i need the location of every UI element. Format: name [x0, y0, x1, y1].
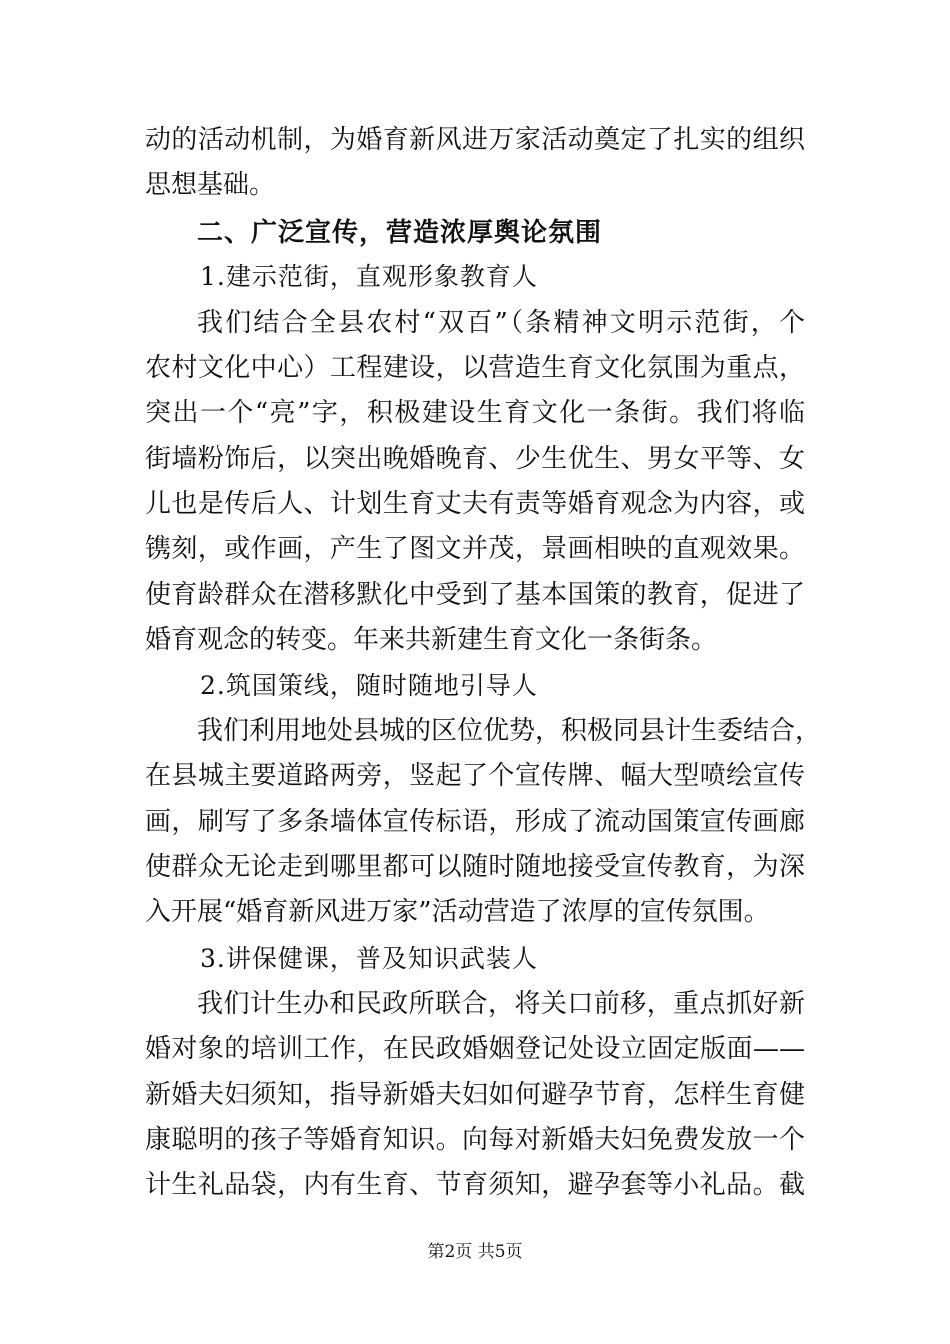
paragraph-line: 儿也是传后人、计划生育丈夫有责等婚育观念为内容，或: [145, 489, 805, 519]
paragraph-line: 我们计生办和民政所联合，将关口前移，重点抓好新: [197, 989, 805, 1019]
paragraph-line: 我们结合全县农村“双百”（条精神文明示范街，个: [197, 308, 805, 338]
paragraph-line: 动的活动机制，为婚育新风进万家活动奠定了扎实的组织: [145, 125, 805, 155]
paragraph-line: 使群众无论走到哪里都可以随时随地接受宣传教育，为深: [145, 852, 805, 882]
paragraph-line: 我们利用地处县城的区位优势，积极同县计生委结合，: [197, 716, 822, 746]
subsection-title-2: 2.筑国策线，随时随地引导人: [200, 671, 538, 700]
paragraph-line: 康聪明的孩子等婚育知识。向每对新婚夫妇免费发放一个: [145, 1125, 805, 1155]
paragraph-line: 农村文化中心）工程建设，以营造生育文化氛围为重点，: [145, 353, 805, 383]
paragraph-line: 新婚夫妇须知，指导新婚夫妇如何避孕节育，怎样生育健: [145, 1080, 805, 1110]
paragraph-line: 婚育观念的转变。年来共新建生育文化一条街条。: [145, 625, 718, 655]
paragraph-line: 突出一个“亮”字，积极建设生育文化一条街。我们将临: [145, 398, 805, 428]
paragraph-line: 婚对象的培训工作，在民政婚姻登记处设立固定版面——: [145, 1034, 805, 1064]
paragraph-line: 在县城主要道路两旁，竖起了个宣传牌、幅大型喷绘宣传: [145, 761, 805, 791]
subsection-title-1: 1.建示范街，直观形象教育人: [200, 262, 538, 291]
section-heading: 二、广泛宣传，营造浓厚舆论氛围: [197, 218, 603, 248]
paragraph-line: 镌刻，或作画，产生了图文并茂，景画相映的直观效果。: [145, 534, 805, 564]
paragraph-line: 画，刷写了多条墙体宣传标语，形成了流动国策宣传画廊: [145, 807, 805, 837]
paragraph-line: 入开展“婚育新风进万家”活动营造了浓厚的宣传氛围。: [145, 897, 770, 927]
subsection-title-3: 3.讲保健课，普及知识武装人: [200, 944, 538, 973]
paragraph-line: 计生礼品袋，内有生育、节育须知，避孕套等小礼品。截: [145, 1170, 805, 1200]
page-footer: 第2页 共5页: [427, 1242, 523, 1262]
paragraph-line: 使育龄群众在潜移默化中受到了基本国策的教育，促进了: [145, 580, 805, 610]
paragraph-line: 思想基础。: [145, 170, 276, 200]
paragraph-line: 街墙粉饰后，以突出晚婚晚育、少生优生、男女平等、女: [145, 444, 805, 474]
